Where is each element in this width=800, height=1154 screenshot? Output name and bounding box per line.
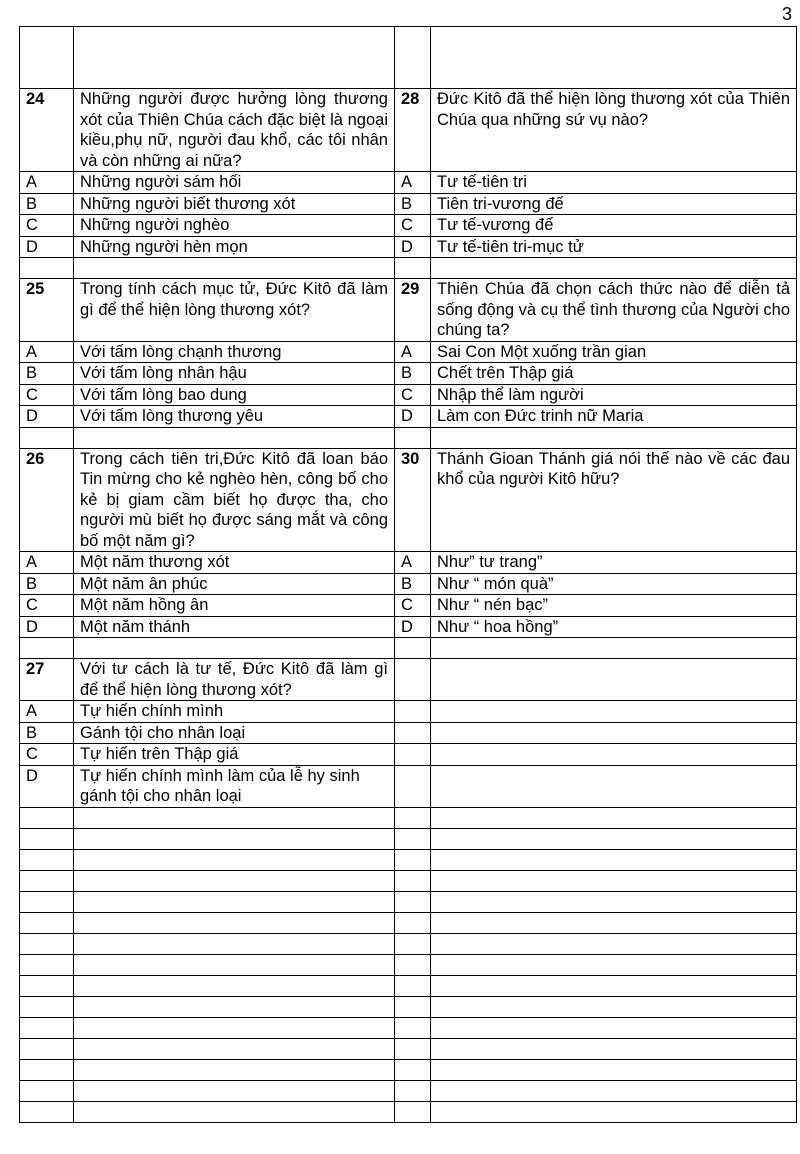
option-row <box>20 193 797 215</box>
option-key: D <box>20 406 74 428</box>
option-key: B <box>20 573 74 595</box>
question-number: 30 <box>395 448 431 552</box>
quiz-table <box>19 26 797 1123</box>
question-row <box>20 89 797 172</box>
empty-cell <box>395 765 431 807</box>
option-text: Tự hiến chính mình làm của lễ hy sinh gánh tội cho nhân loại <box>74 765 395 807</box>
option-text: Một năm thương xót <box>74 552 395 574</box>
option-text: Như “ nén bạc” <box>431 595 797 617</box>
empty-row <box>20 1038 797 1059</box>
option-key: D <box>395 616 431 638</box>
option-key: C <box>395 384 431 406</box>
empty-row <box>20 912 797 933</box>
question-text: Với tư cách là tư tế, Đức Kitô đã làm gì để thể hiện lòng thương xót? <box>74 659 395 701</box>
empty-row <box>20 954 797 975</box>
empty-cell <box>431 701 797 723</box>
empty-row <box>20 1059 797 1080</box>
question-text: Thánh Gioan Thánh giá nói thế nào về các đau khổ của người Kitô hữu? <box>431 448 797 552</box>
option-text: Chết trên Thập giá <box>431 363 797 385</box>
option-key: C <box>20 595 74 617</box>
option-text: Với tấm lòng bao dung <box>74 384 395 406</box>
question-row <box>20 448 797 552</box>
option-row <box>20 701 797 723</box>
option-key: D <box>20 236 74 258</box>
option-key: D <box>20 616 74 638</box>
option-key: B <box>395 193 431 215</box>
option-text: Tiên tri-vương đế <box>431 193 797 215</box>
option-row <box>20 744 797 766</box>
option-text: Làm con Đức trinh nữ Maria <box>431 406 797 428</box>
option-row <box>20 172 797 194</box>
option-key: B <box>20 193 74 215</box>
option-row <box>20 765 797 807</box>
empty-row <box>20 891 797 912</box>
option-row <box>20 573 797 595</box>
question-number: 24 <box>20 89 74 172</box>
question-text: Trong cách tiên tri,Đức Kitô đã loan báo Tin mừng cho kẻ nghèo hèn, công bố cho kẻ bị giam cầm biết họ được tha, cho người mù biết họ được sáng mắt và công bố một năm gì? <box>74 448 395 552</box>
option-key: B <box>395 363 431 385</box>
option-key: A <box>20 172 74 194</box>
option-text: Tư tế-tiên tri-mục tử <box>431 236 797 258</box>
question-number: 27 <box>20 659 74 701</box>
empty-row <box>20 807 797 828</box>
empty-cell <box>431 659 797 701</box>
option-key: D <box>20 765 74 807</box>
question-row <box>20 279 797 342</box>
option-key: D <box>395 406 431 428</box>
question-number: 28 <box>395 89 431 172</box>
option-key: C <box>395 215 431 237</box>
option-row <box>20 341 797 363</box>
option-text: Những người sám hối <box>74 172 395 194</box>
question-text: Thiên Chúa đã chọn cách thức nào để diễn tả sống động và cụ thể tình thương của Người cho chúng ta? <box>431 279 797 342</box>
empty-cell <box>395 722 431 744</box>
question-text: Trong tính cách mục tử, Đức Kitô đã làm gì để thể hiện lòng thương xót? <box>74 279 395 342</box>
question-text: Những người được hưởng lòng thương xót của Thiên Chúa cách đặc biệt là ngoại kiều,phụ nữ, người đau khổ, các tôi nhân và còn những ai nữa? <box>74 89 395 172</box>
empty-cell <box>431 765 797 807</box>
option-key: A <box>395 552 431 574</box>
empty-cell <box>395 659 431 701</box>
option-key: D <box>395 236 431 258</box>
question-row <box>20 659 797 701</box>
question-number: 25 <box>20 279 74 342</box>
option-row <box>20 236 797 258</box>
option-text: Như” tư trang” <box>431 552 797 574</box>
spacer-row <box>20 258 797 279</box>
option-text: Những người hèn mọn <box>74 236 395 258</box>
empty-row <box>20 975 797 996</box>
option-row <box>20 363 797 385</box>
option-key: C <box>395 595 431 617</box>
option-text: Với tấm lòng thương yêu <box>74 406 395 428</box>
option-text: Tự hiến chính mình <box>74 701 395 723</box>
option-text: Gánh tội cho nhân loại <box>74 722 395 744</box>
empty-row <box>20 1101 797 1122</box>
option-text: Sai Con Một xuống trần gian <box>431 341 797 363</box>
option-text: Như “ món quà” <box>431 573 797 595</box>
empty-row <box>20 828 797 849</box>
question-number: 29 <box>395 279 431 342</box>
empty-cell <box>395 701 431 723</box>
option-key: A <box>20 341 74 363</box>
option-key: B <box>20 722 74 744</box>
option-text: Những người biết thương xót <box>74 193 395 215</box>
top-blank-row <box>20 27 797 89</box>
option-text: Nhập thể làm người <box>431 384 797 406</box>
spacer-row <box>20 427 797 448</box>
empty-row <box>20 1080 797 1101</box>
option-row <box>20 722 797 744</box>
option-text: Tư tế-vương đế <box>431 215 797 237</box>
option-row <box>20 616 797 638</box>
option-key: A <box>20 701 74 723</box>
page-number: 3 <box>781 4 792 24</box>
empty-cell <box>431 722 797 744</box>
option-key: B <box>20 363 74 385</box>
empty-cell <box>431 744 797 766</box>
option-text: Như “ hoa hồng” <box>431 616 797 638</box>
option-row <box>20 552 797 574</box>
empty-row <box>20 933 797 954</box>
option-key: C <box>20 215 74 237</box>
option-text: Một năm ân phúc <box>74 573 395 595</box>
option-text: Những người nghèo <box>74 215 395 237</box>
option-row <box>20 406 797 428</box>
empty-cell <box>395 744 431 766</box>
option-key: B <box>395 573 431 595</box>
option-text: Với tấm lòng nhân hậu <box>74 363 395 385</box>
option-key: C <box>20 384 74 406</box>
option-row <box>20 384 797 406</box>
empty-row <box>20 996 797 1017</box>
empty-row <box>20 1017 797 1038</box>
spacer-row <box>20 638 797 659</box>
option-row <box>20 595 797 617</box>
empty-row <box>20 870 797 891</box>
empty-row <box>20 849 797 870</box>
option-text: Tư tế-tiên tri <box>431 172 797 194</box>
option-text: Tự hiến trên Thập giá <box>74 744 395 766</box>
question-text: Đức Kitô đã thể hiện lòng thương xót của Thiên Chúa qua những sứ vụ nào? <box>431 89 797 172</box>
option-row <box>20 215 797 237</box>
option-text: Với tấm lòng chạnh thương <box>74 341 395 363</box>
option-key: A <box>395 172 431 194</box>
question-number: 26 <box>20 448 74 552</box>
option-text: Một năm thánh <box>74 616 395 638</box>
option-key: C <box>20 744 74 766</box>
option-text: Một năm hồng ân <box>74 595 395 617</box>
option-key: A <box>20 552 74 574</box>
option-key: A <box>395 341 431 363</box>
